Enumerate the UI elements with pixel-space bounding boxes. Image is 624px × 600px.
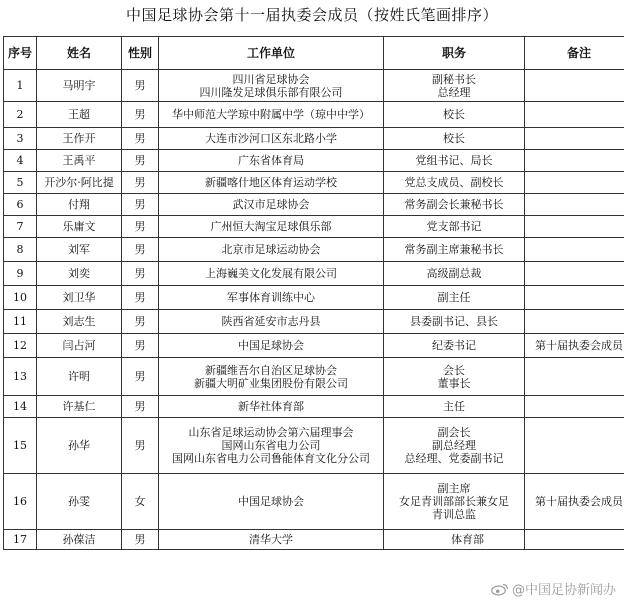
row-note [525, 102, 624, 128]
row-gender: 男 [122, 310, 159, 334]
row-position [384, 358, 525, 396]
row-name: 王超 [37, 102, 122, 128]
table-row [4, 474, 624, 530]
row-position-line: 总经理、党委副书记 [404, 452, 504, 465]
row-no: 1 [4, 70, 37, 102]
row-name: 闫占河 [37, 334, 122, 358]
row-no: 10 [4, 286, 37, 310]
row-unit-line: 新疆大明矿业集团股份有限公司 [194, 376, 348, 390]
header-gender: 性别 [122, 37, 159, 70]
row-gender: 男 [122, 194, 159, 216]
row-unit [159, 216, 384, 238]
row-name: 刘志生 [37, 310, 122, 334]
row-gender: 男 [122, 358, 159, 396]
row-gender: 男 [122, 150, 159, 172]
row-gender: 男 [122, 396, 159, 418]
row-unit-line: 新疆喀什地区体育运动学校 [205, 176, 337, 189]
row-unit [159, 286, 384, 310]
row-name: 刘军 [37, 238, 122, 262]
row-gender: 男 [122, 530, 159, 550]
row-name: 乐庸文 [37, 216, 122, 238]
row-unit-line: 国网山东省电力公司鲁能体育文化分公司 [172, 452, 370, 465]
row-unit [159, 172, 384, 194]
row-no: 4 [4, 150, 37, 172]
row-name: 孙华 [37, 418, 122, 474]
row-unit [159, 396, 384, 418]
row-no: 11 [4, 310, 37, 334]
row-unit-line: 广东省体育局 [238, 154, 304, 167]
row-no: 14 [4, 396, 37, 418]
row-gender: 男 [122, 262, 159, 286]
row-note [525, 286, 624, 310]
row-position [384, 128, 525, 150]
row-gender: 男 [122, 172, 159, 194]
row-name: 刘奕 [37, 262, 122, 286]
row-position-line: 常务副会长兼秘书长 [404, 198, 504, 211]
row-note [525, 310, 624, 334]
header-note: 备注 [525, 37, 624, 70]
row-name: 马明宇 [37, 70, 122, 102]
row-gender: 男 [122, 70, 159, 102]
row-no: 3 [4, 128, 37, 150]
table-row [4, 396, 624, 418]
row-position [384, 150, 525, 172]
header-no: 序号 [4, 37, 37, 70]
row-note [525, 172, 624, 194]
table-row [4, 530, 624, 550]
row-position [384, 238, 525, 262]
row-position [384, 396, 525, 418]
row-position-line: 党支部书记 [426, 220, 482, 233]
table-row [4, 194, 624, 216]
row-position-line: 副主席 [437, 482, 471, 495]
row-name: 许明 [37, 358, 122, 396]
table-row [4, 172, 624, 194]
row-position [384, 530, 525, 550]
row-position-line: 副秘书长 [432, 72, 476, 86]
row-position-line: 县委副书记、县长 [410, 315, 498, 328]
watermark-text: @中国足协新闻办 [511, 583, 616, 598]
row-unit [159, 70, 384, 102]
row-no: 5 [4, 172, 37, 194]
row-gender: 男 [122, 334, 159, 358]
row-gender: 男 [122, 418, 159, 474]
row-unit [159, 358, 384, 396]
table-row [4, 418, 624, 474]
row-name: 许基仁 [37, 396, 122, 418]
row-no: 7 [4, 216, 37, 238]
row-unit [159, 474, 384, 530]
row-position-line: 校长 [443, 132, 465, 145]
row-name: 孙葆洁 [37, 530, 122, 550]
row-name: 王作开 [37, 128, 122, 150]
row-unit-line: 陕西省延安市志丹县 [221, 315, 321, 328]
row-unit [159, 102, 384, 128]
row-unit [159, 334, 384, 358]
row-no: 8 [4, 238, 37, 262]
row-no: 9 [4, 262, 37, 286]
row-unit-line: 四川隆发足球俱乐部有限公司 [199, 85, 343, 99]
row-unit-line: 武汉市足球协会 [232, 198, 310, 211]
row-unit-line: 山东省足球运动协会第六届理事会 [188, 426, 354, 439]
row-note [525, 150, 624, 172]
row-note [525, 216, 624, 238]
table-row [4, 286, 624, 310]
row-note [525, 358, 624, 396]
row-unit [159, 150, 384, 172]
row-unit-line: 新华社体育部 [238, 400, 304, 413]
row-position [384, 216, 525, 238]
row-no: 13 [4, 358, 37, 396]
row-unit [159, 530, 384, 550]
header-unit: 工作单位 [159, 37, 384, 70]
table-row [4, 358, 624, 396]
row-note [525, 194, 624, 216]
row-no: 2 [4, 102, 37, 128]
header-position: 职务 [384, 37, 525, 70]
row-name: 开沙尔·阿比提 [37, 172, 122, 194]
row-position [384, 70, 525, 102]
table-body [4, 70, 624, 550]
row-unit [159, 194, 384, 216]
row-unit-line: 上海巍美文化发展有限公司 [205, 267, 337, 280]
row-unit-line: 清华大学 [249, 533, 293, 546]
row-position-line: 主任 [443, 400, 465, 413]
row-note [525, 128, 624, 150]
row-position [384, 334, 525, 358]
watermark [491, 579, 616, 598]
row-no: 16 [4, 474, 37, 530]
row-unit-line: 中国足球协会 [238, 495, 304, 508]
row-gender: 女 [122, 474, 159, 530]
row-unit-line: 新疆维吾尔自治区足球协会 [205, 363, 337, 377]
row-position [384, 474, 525, 530]
table-row [4, 128, 624, 150]
row-gender: 男 [122, 286, 159, 310]
row-position-line: 常务副主席兼秘书长 [404, 243, 504, 256]
row-note [525, 238, 624, 262]
table-row [4, 70, 624, 102]
row-position-line: 体育部 [451, 533, 484, 546]
row-note [525, 530, 624, 550]
row-no: 6 [4, 194, 37, 216]
row-position-line: 党组书记、局长 [415, 154, 493, 167]
row-unit [159, 238, 384, 262]
row-position [384, 102, 525, 128]
table-row [4, 216, 624, 238]
row-note [525, 396, 624, 418]
row-position-line: 会长 [443, 363, 465, 377]
row-position-line: 高级副总裁 [426, 267, 482, 280]
row-note: 第十届执委会成员 [525, 474, 624, 530]
row-unit [159, 128, 384, 150]
row-unit-line: 国网山东省电力公司 [221, 439, 321, 452]
row-note: 第十届执委会成员 [525, 334, 624, 358]
table-row [4, 262, 624, 286]
row-position [384, 310, 525, 334]
row-position [384, 194, 525, 216]
row-position [384, 286, 525, 310]
table-row [4, 238, 624, 262]
row-unit-line: 大连市沙河口区东北路小学 [205, 132, 337, 145]
row-position-line: 副会长 [437, 426, 471, 439]
row-unit-line: 军事体育训练中心 [227, 291, 315, 304]
row-unit-line: 广州恒大淘宝足球俱乐部 [210, 220, 332, 233]
row-position [384, 418, 525, 474]
row-unit [159, 262, 384, 286]
row-position-line: 副总经理 [432, 439, 476, 452]
table-header-row [4, 37, 624, 70]
table-row [4, 150, 624, 172]
row-note [525, 262, 624, 286]
weibo-icon [491, 582, 509, 596]
row-name: 孙雯 [37, 474, 122, 530]
row-gender: 男 [122, 102, 159, 128]
row-no: 12 [4, 334, 37, 358]
row-position [384, 262, 525, 286]
row-position-line: 纪委书记 [432, 339, 476, 352]
row-gender: 男 [122, 238, 159, 262]
table-row [4, 310, 624, 334]
table-row [4, 102, 624, 128]
row-unit-line: 四川省足球协会 [232, 72, 310, 86]
row-unit-line: 北京市足球运动协会 [221, 243, 321, 256]
row-position [384, 172, 525, 194]
row-name: 王禹平 [37, 150, 122, 172]
header-name: 姓名 [37, 37, 122, 70]
document-title: 中国足球协会第十一届执委会成员（按姓氏笔画排序） [125, 6, 498, 24]
row-position-line: 副主任 [437, 291, 471, 304]
row-no: 15 [4, 418, 37, 474]
row-gender: 男 [122, 216, 159, 238]
row-note [525, 70, 624, 102]
row-note [525, 418, 624, 474]
row-position-line: 总经理 [437, 85, 471, 99]
members-table [3, 36, 624, 550]
row-position-line: 女足青训部部长兼女足 [399, 495, 509, 508]
row-unit-line: 中国足球协会 [238, 339, 304, 352]
row-position-line: 董事长 [437, 376, 471, 390]
row-unit [159, 418, 384, 474]
row-position-line: 校长 [443, 108, 465, 121]
row-gender: 男 [122, 128, 159, 150]
table-row [4, 334, 624, 358]
row-no: 17 [4, 530, 37, 550]
row-name: 付翔 [37, 194, 122, 216]
row-position-line: 党总支成员、副校长 [404, 176, 504, 189]
row-position-line: 青训总监 [432, 508, 476, 521]
row-name: 刘卫华 [37, 286, 122, 310]
row-unit [159, 310, 384, 334]
row-unit-line: 华中师范大学琼中附属中学（琼中中学） [172, 108, 370, 121]
